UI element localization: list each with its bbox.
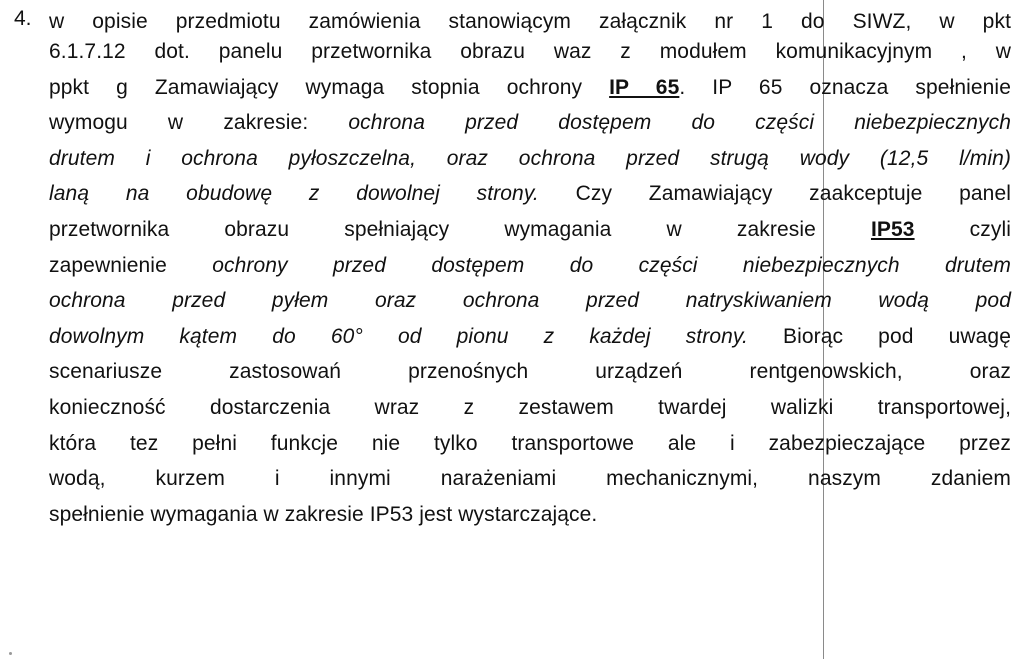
question-paragraph [49,4,1011,532]
italic-run: dowolnym kątem do 60° od pionu z każdej strony. [49,324,748,348]
paragraph-line [49,354,1011,390]
paragraph-line [49,4,1011,34]
paragraph-line [49,248,1011,284]
text-run: 6.1.7.12 dot. panelu przetwornika obrazu waz z modułem komunikacyjnym , w [49,40,1011,63]
text-run: Czy Zamawiający zaakceptuje panel [538,182,1011,206]
text-run: czyli [914,217,1011,241]
text-run: konieczność dostarczenia wraz z zestawem twardej walizki transportowej, [49,395,1011,419]
text-run: spełnienie wymagania w zakresie IP53 jest wystarczające. [49,502,598,526]
paragraph-line [49,34,1011,70]
italic-run: ochrona przed pyłem oraz ochrona przed natryskiwaniem wodą pod [49,289,1011,313]
text-run: . IP 65 oznacza spełnienie [679,75,1011,99]
text-run: zapewnienie [49,253,213,277]
italic-run: drutem i ochrona pyłoszczelna, oraz ochrona przed strugą wody (12,5 l/min) [49,146,1011,170]
paragraph-line [49,390,1011,426]
paragraph-line [49,497,1011,533]
paragraph-line [49,176,1011,212]
paragraph-line [49,319,1011,355]
paragraph-line [49,141,1011,177]
italic-run: ochrona przed dostępem do części niebezpiecznych [348,111,1011,135]
text-run: Biorąc pod uwagę [747,324,1011,348]
text-run: w opisie przedmiotu zamówienia stanowiącym załącznik nr 1 do SIWZ, w pkt [49,10,1011,33]
ip65-reference: IP 65 [609,75,680,99]
text-run: scenariusze zastosowań przenośnych urządzeń rentgenowskich, oraz [49,360,1011,384]
italic-run: ochrony przed dostępem do części niebezpiecznych drutem [212,253,1011,277]
paragraph-line [49,283,1011,319]
paragraph-line [49,105,1011,141]
paragraph-line [49,212,1011,248]
text-run: wymogu w zakresie: [49,111,349,135]
text-run: przetwornika obrazu spełniający wymagania w zakresie [49,217,871,241]
text-run: która tez pełni funkcje nie tylko transportowe ale i zabezpieczające przez [49,431,1011,455]
ip53-reference: IP53 [870,217,915,241]
paragraph-line [49,426,1011,462]
list-item-number: 4. [14,7,32,30]
scan-artifact-dot [9,652,12,655]
italic-run: laną na obudowę z dowolnej strony. [49,182,539,206]
text-run: wodą, kurzem i innymi narażeniami mechanicznymi, naszym zdaniem [49,467,1011,491]
paragraph-line [49,70,1011,106]
text-run: ppkt g Zamawiający wymaga stopnia ochrony [49,75,610,99]
paragraph-line [49,461,1011,497]
